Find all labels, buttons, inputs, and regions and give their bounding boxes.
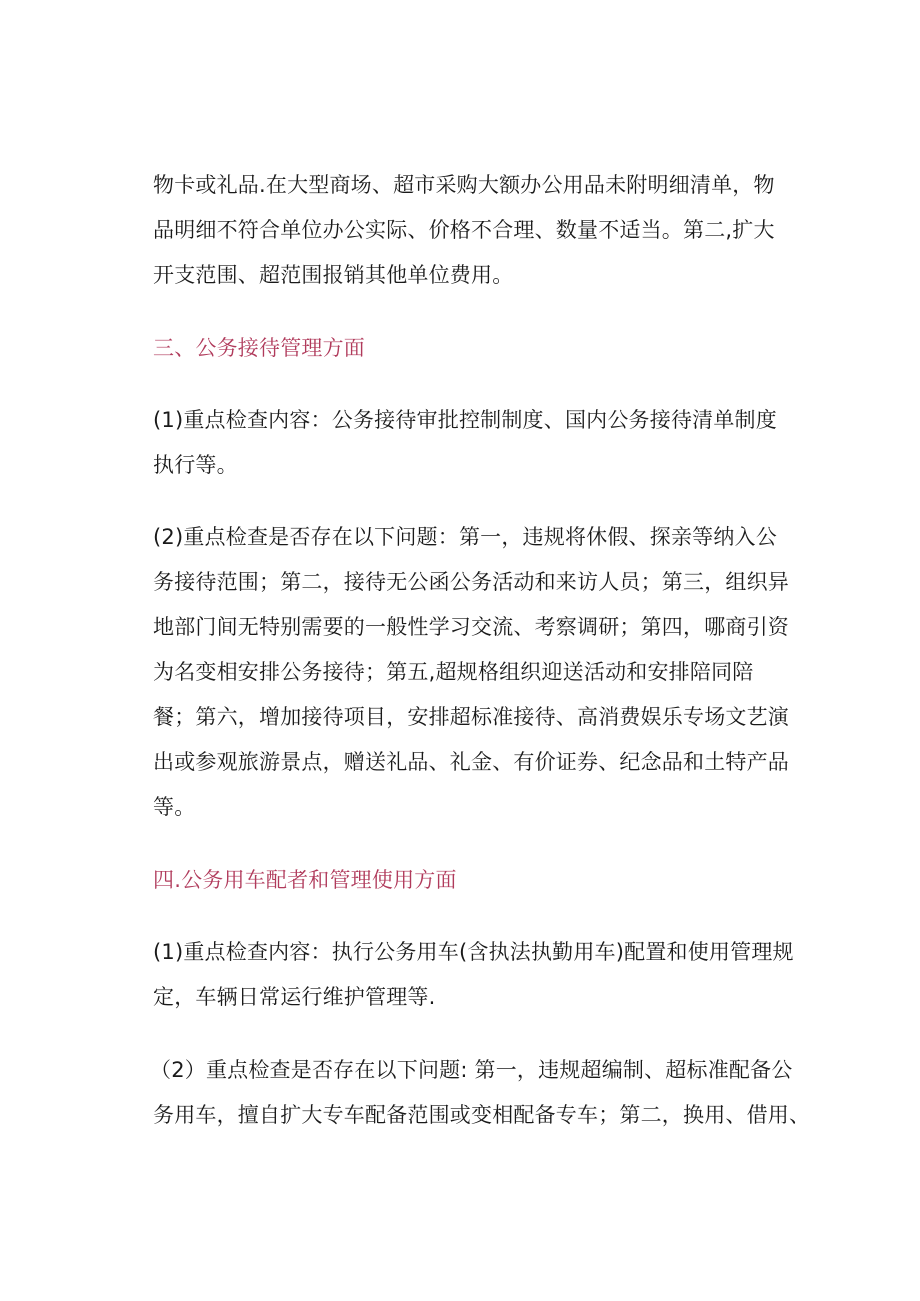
section-heading-4: 四.公务用车配者和管理使用方面 bbox=[153, 868, 457, 892]
text-line: 务接待范围；第二，接待无公函公务活动和来访人员；第三，组织异 bbox=[153, 570, 789, 594]
text-line: 务用车，擅自扩大专车配备范围或变相配备专车；第二，换用、借用、 bbox=[153, 1103, 811, 1127]
text-line: 定，车辆日常运行维护管理等. bbox=[153, 985, 436, 1009]
text-line: (1)重点检查内容：公务接待审批控制制度、国内公务接待清单制度 bbox=[153, 408, 777, 432]
text-line: 物卡或礼品.在大型商场、超市采购大额办公用品未附明细清单，物 bbox=[153, 173, 775, 197]
text-line: 为名变相安排公务接待；第五,超规格组织迎送活动和安排陪同陪 bbox=[153, 660, 754, 684]
text-line: （2）重点检查是否存在以下问题: 第一，违规超编制、超标准配备公 bbox=[150, 1058, 793, 1082]
text-line: 开支范围、超范围报销其他单位费用。 bbox=[153, 263, 514, 287]
text-line: (2)重点检查是否存在以下问题：第一，违规将休假、探亲等纳入公 bbox=[153, 525, 777, 549]
text-line: 品明细不符合单位办公实际、价格不合理、数量不适当。第二,扩大 bbox=[153, 218, 775, 242]
text-line: 地部门间无特别需要的一般性学习交流、考察调研；第四，哪商引资 bbox=[153, 615, 789, 639]
text-line: 执行等。 bbox=[153, 453, 238, 477]
section-heading-3: 三、公务接待管理方面 bbox=[153, 336, 365, 360]
text-line: 餐；第六，增加接待项目，安排超标准接待、高消费娱乐专场文艺演 bbox=[153, 705, 789, 729]
text-line: (1)重点检查内容：执行公务用车(含执法执勤用车)配置和使用管理规 bbox=[153, 940, 794, 964]
text-line: 出或参观旅游景点，赠送礼品、礼金、有价证券、纪念品和土特产品 bbox=[153, 750, 789, 774]
text-line: 等。 bbox=[153, 795, 196, 819]
